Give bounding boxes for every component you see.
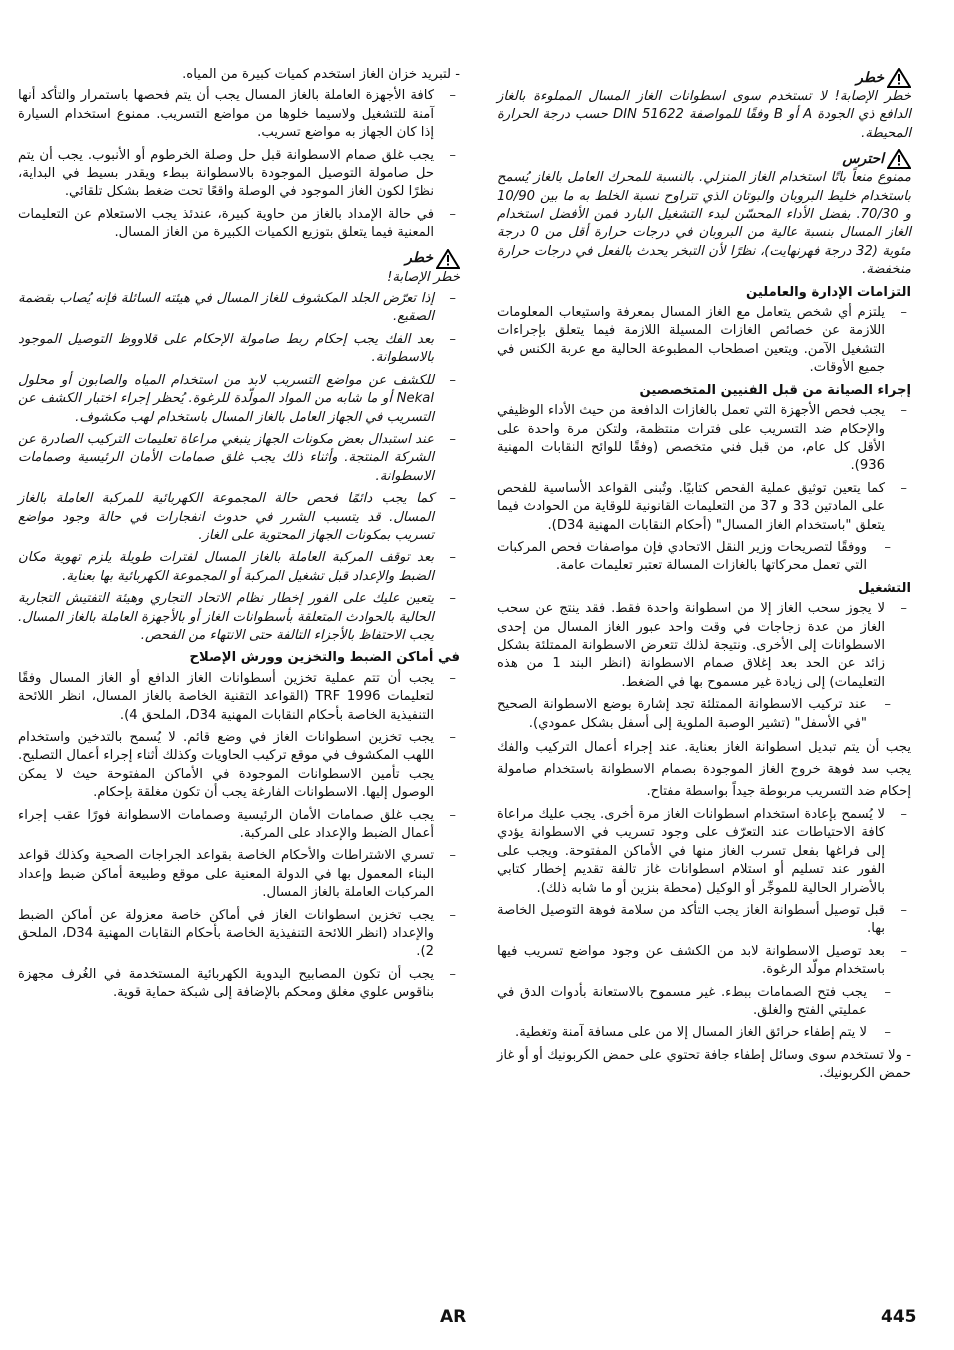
caution-line: يحدث بالفعل في درجات حرارة منخفضة. xyxy=(497,243,911,278)
list-item: – ووفقًا لتصريحات وزير النقل الاتحادي فإن مواصفات فحص المركبات التي تعمل محركاتها بالغازات المسالة تعتبر تعليمات عامة. xyxy=(497,539,911,576)
list-item: – قبل توصيل أسطوانة الغاز يجب التأكد من سلامة فوهة التوصيل الخاصة بها. xyxy=(497,902,911,939)
danger-list xyxy=(18,290,460,645)
section-heading-operation: التشغيل xyxy=(858,580,911,596)
list-item: – عند استبدال بعض مكونات الجهاز ينبغي مراعاة تعليمات التركيب الصادرة عن الشركة المنتجة. وأثناء ذلك يجب غلق صمامات الأمان الرئيسية وصمامات الاسطوانة. xyxy=(18,431,460,486)
list-item: – كما يجب دائمًا فحص حالة المجموعة الكهربائية للمركبة العاملة بالغاز المسال. قد يتسبب الشرر في حدوث انفجارات في حالة وجود مواضع تسريب بمكونات الجهاز المحتوية على الغاز. xyxy=(18,490,460,545)
cooling-note: - لتبريد خزان الغاز استخدم كميات كبيرة من المياه. xyxy=(182,67,460,82)
list-item: – إذا تعرّض الجلد المكشوف للغاز المسال في هيئته السائلة فإنه يُصاب بقضمة الصقيع. xyxy=(18,290,460,327)
danger-subtitle: خطر الإصابة! xyxy=(387,269,460,285)
caution-line: يُسمح باستخدام خليط البروبان والبوتان الذي تتراوح نسبة الخلط به ما xyxy=(497,170,911,204)
list-item: – كما يتعين توثيق عملية الفحص كتابيًا. وتُبنى القواعد الأساسية للفحص على المادتين 33 و 37 من التعليمات القانونية للوقاية من الحوادث فيما يتعلق "باستخدام الغاز المسال" (أحكام النقابات المهنية D34). xyxy=(497,480,911,535)
caution-heading xyxy=(497,149,911,169)
danger-line: خطر الإصابة! لا تستخدم سوى اسطوانات الغاز المسال المملوءة xyxy=(533,89,911,104)
danger-heading-2 xyxy=(18,249,460,269)
section-heading-maintenance: إجراء الصيانة من قبل الفنيين المتخصصين xyxy=(639,382,911,398)
list-item: – يتعين عليك على الفور إخطار نظام الاتحاد التجاري وهيئة التفتيش التجارية الحالية بالحوادث المتعلقة بأسطوانات الغاز أو بالأجهزة العاملة بالغاز المسال. يجب الاحتفاظ بالأجزاء التالفة حتى الانتهاء من الفحص. xyxy=(18,590,460,645)
left-column xyxy=(18,66,460,1007)
list-item: – يجب فتح الصمامات ببطء. غير مسموح بالاستعانة بأدوات الدق في عمليتي الفتح والغلق. xyxy=(497,984,911,1021)
caution-title: احترس xyxy=(842,151,884,168)
list-item: – يجب أن تكون المصابيح اليدوية الكهربائية المستخدمة في الغُرف مجهزة بناقوس علوي مغلق ومحكم بالإضافة إلى شبكة حماية قوية. xyxy=(18,966,460,1003)
section-heading-storage: في أماكن الضبط والتخزين وورش الإصلاح xyxy=(189,650,460,666)
language-code: AR xyxy=(440,1307,467,1327)
cylinder-change-paragraph: يجب أن يتم تبديل اسطوانة الغاز بعناية. عند إجراء أعمال التركيب والفك يجب سد فوهة خروج الغاز الموجودة بصمام الاسطوانة باستخدام صامولة إحكام ضد التسريب مربوطة جيداً بواسطة مفتاح. xyxy=(497,740,911,799)
danger-line: درجة الحرارة المحيطة. xyxy=(497,107,911,141)
caution-line: بين 10/90 و 70/30. بفضل الأداء المحسّن لبدء التشغيل البارد فمن xyxy=(497,188,912,223)
caution-line: حرارة أقل من 0 درجة مئوية (32 درجة فهرنهايت)، نظرًا لأن التبخر xyxy=(497,225,911,259)
list-item: – يجب تخزين اسطوانات الغاز في أماكن خاصة معزولة عن أماكن الضبط والإعداد (انظر اللائحة التنفيذية الخاصة بأحكام النقابات المهنية D34، الملحق 2). xyxy=(18,907,460,962)
cylinder-list xyxy=(497,806,911,1043)
caution-line: الأفضل استخدام الغاز المسال بنسبة عالية من البروبان في درجات xyxy=(497,207,912,241)
danger-text-1 xyxy=(497,88,911,143)
warning-triangle-icon xyxy=(436,249,460,269)
list-item: – يجب تخزين اسطوانات الغاز في وضع قائم. لا يُسمح بالتدخين واستخدام اللهب المكشوف في موقع تركيب الحاويات وكذلك أثناء إجراء أعمال التصليح. يجب تأمين الاسطوانات الموجودة في الأماكن المفتوحة حيث لا يمكن الوصول إليها. الاسطوانات الفارغة يجب أن تكون مغلقة بإحكام. xyxy=(18,729,460,803)
danger-line: بالغاز الدافع ذي الجودة A أو B وفقًا للمواصفة DIN 51622 حسب xyxy=(497,89,911,123)
list-item: – لا يتم إطفاء حرائق الغاز المسال إلا من على مسافة آمنة وتغطية. xyxy=(497,1024,911,1042)
danger-title: خطر xyxy=(405,250,433,267)
danger-title: خطر xyxy=(856,69,884,86)
list-item: – لا يُسمح بإعادة استخدام اسطوانات الغاز مرة أخرى. يجب عليك مراعاة كافة الاحتياطات عند التعرّف على وجود تسريب في الاسطوانة يؤدي إلى فراغها بفعل تسرب الغاز منها في الأماكن المفتوحة. ويجب على الفور عند تسليم أو استلام اسطوانات غاز تالفة تقديم إخطار كتابي بالأضرار الحالية للموجِّر أو الوكيل (محطة بنزين أو ما شابه ذلك). xyxy=(497,806,911,898)
list-item: – كافة الأجهزة العاملة بالغاز المسال يجب أن يتم فحصها باستمرار والتأكد أنها آمنة للتشغيل ولاسيما خلوها من مواضع التسريب. ممنوع استخدام السيارة إذا كان الجهاز به مواضع تسريب. xyxy=(18,87,460,142)
right-column xyxy=(497,66,911,1087)
list-item: – بعد الفك يجب إحكام ربط صامولة الإحكام على قلاووظ التوصيل الموجود بالاسطوانة. xyxy=(18,331,460,368)
caution-text xyxy=(497,169,911,279)
list-item: – يجب فحص الأجهزة التي تعمل بالغازات الدافعة من حيث الأداء الوظيفي والإحكام ضد التسريب على فترات منتظمة، ولتكن مرة واحدة على الأقل كل عام، من قبل فني متخصص (وفقًا للوائح النقابات المهنية 936). xyxy=(497,402,911,476)
list-item: – في حالة الإمداد بالغاز من حاوية كبيرة، عندئذ يجب الاستعلام عن التعليمات المعنية فيما يتعلق بتوزيع الكميات الكبيرة من الغاز المسال. xyxy=(18,206,460,243)
storage-list xyxy=(18,670,460,1003)
obligations-list xyxy=(497,304,911,378)
section-heading-obligations: التزامات الإدارة والعاملين xyxy=(746,284,911,300)
list-item: – بعد توصيل الاسطوانة لابد من الكشف عن وجود مواضع تسريب فيها باستخدام مولّد الرغوة. xyxy=(497,943,911,980)
danger-heading-1 xyxy=(497,68,911,88)
warning-triangle-icon xyxy=(887,68,911,88)
safety-list xyxy=(18,87,460,242)
list-item: – تسري الاشتراطات والأحكام الخاصة بقواعد الجراجات الصحية وكذلك قواعد البناء المعمول بها في الدولة المعنية على موقع وطبيعة أماكن ضبط وإعداد المركبات العاملة بالغاز المسال. xyxy=(18,847,460,902)
list-item: – عند تركيب الاسطوانة الممتلئة تجد إشارة بوضع الاسطوانة الصحيح "في الأسفل" (تشير الوصبة الملوية إلى أسفل بشكل عمودي). xyxy=(497,696,911,733)
list-item: – يجب أن تتم عملية تخزين أسطوانات الغاز الدافع أو الغاز المسال وفقًا لتعليمات TRF 1996 (القواعد التقنية الخاصة بالغاز المسال، انظر اللائحة التنفيذية الخاصة بأحكام النقابات المهنية D34، الملحق 4). xyxy=(18,670,460,725)
page-number: 445 xyxy=(881,1307,917,1327)
list-item: – للكشف عن مواضع التسريب لابد من استخدام المياه والصابون أو محلول Nekal أو ما شابه من المواد المولّدة للرغوة. يُحظر إجراء اختبار الكشف عن التسريب في الجهاز العامل بالغاز المسال باستخدام لهب مكشوف. xyxy=(18,372,460,427)
maintenance-list xyxy=(497,402,911,576)
extinguish-note: - ولا تستخدم سوى وسائل إطفاء جافة تحتوي على حمض الكربونيك أو أو غاز حمض الكربونيك. xyxy=(497,1047,911,1082)
caution-line: ممنوع منعاً باتًا استخدام الغاز المنزلي. بالنسبة للمحرك العامل بالغاز xyxy=(533,170,911,186)
list-item: – يجب غلق صمامات الأمان الرئيسية وصمامات الاسطوانة فورًا عقب إجراء أعمال الضبط والإعداد على المركبة. xyxy=(18,807,460,844)
list-item: – لا يجوز سحب الغاز إلا من اسطوانة واحدة فقط. فقد ينتج عن سحب الغاز من عدة زجاجات في وقت واحد عبور الغاز المسال من إحدى الاسطوانات إلى الأخرى. ونتيجة لذلك تتعرض الاسطوانة الممتلئة بشكل زائد عن الحد بعد إغلاق صمام الاسطوانة (انظر البند 1 من هذه التعليمات) إلى زيادة غير مسموح بها في الضغط. xyxy=(497,600,911,692)
list-item: – يجب غلق صمام الاسطوانة قبل حل وصلة الخرطوم أو الأنبوب. يجب أن يتم حل صامولة التوصيل الموجودة بالاسطوانة ببطء ويقدر بسيط في البداية، نظرًا لكون الغاز الموجود في الوصلة واقعًا تحت ضغط بشكل تلقائي. xyxy=(18,147,460,202)
operation-list xyxy=(497,600,911,733)
warning-triangle-icon xyxy=(887,149,911,169)
list-item: – بعد توقف المركبة العاملة بالغاز المسال لفترات طويلة يلزم تهوية مكان الضبط والإعداد قبل تشغيل المركبة أو المجموعة الكهربائية بها بعناية. xyxy=(18,549,460,586)
list-item: – يلتزم أي شخص يتعامل مع الغاز المسال بمعرفة واستيعاب المعلومات اللازمة عن خصائص الغازات المسيلة اللازمة فيما يتعلق بإجراءات التشغيل الآمن. ويتعين اصطحاب المطبوعة الحالية مع عربة الكنس في جميع الأوقات. xyxy=(497,304,911,378)
